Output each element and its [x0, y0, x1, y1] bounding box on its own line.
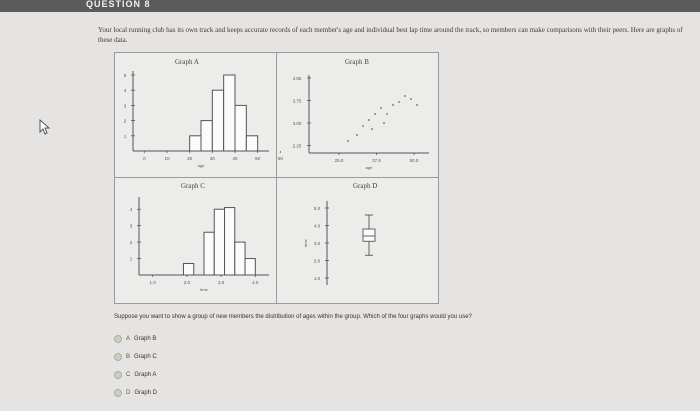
- radio-button[interactable]: [114, 371, 122, 379]
- y-tick-label: 4.50: [292, 76, 302, 81]
- box-iqr: [363, 229, 375, 241]
- option-label: Graph A: [134, 372, 157, 378]
- histogram-bar: [224, 75, 235, 151]
- y-tick-label: 1: [129, 256, 133, 262]
- histogram-bar: [190, 136, 201, 151]
- option-letter: D: [126, 390, 131, 396]
- y-tick-label: 5.0: [313, 206, 321, 211]
- scatter-point: [368, 119, 370, 121]
- x-tick-label: 0: [143, 156, 146, 161]
- y-tick-label: 2: [123, 118, 127, 124]
- y-tick-label: 3: [123, 103, 127, 109]
- y-tick-label: 3.00: [292, 121, 302, 126]
- histogram-bar: [204, 232, 214, 275]
- histogram-bar: [183, 263, 193, 275]
- x-tick-label: 37.5: [372, 158, 381, 163]
- x-axis-title: time: [200, 287, 208, 292]
- y-tick-label: 1: [123, 133, 127, 139]
- y-tick-label: 2.0: [313, 258, 321, 264]
- x-axis-title: age: [365, 165, 373, 170]
- scatter-point: [410, 98, 412, 100]
- x-tick-label: 1.0: [149, 280, 156, 285]
- histogram-bar: [235, 105, 246, 151]
- scatter-point: [371, 128, 373, 130]
- y-tick-label: 2: [129, 240, 133, 246]
- x-tick-label: 50.0: [409, 158, 419, 163]
- scatter-point: [392, 104, 394, 106]
- graph-b-scatterplot: [279, 67, 435, 175]
- scatter-point: [362, 125, 364, 127]
- option-label: Graph C: [134, 354, 157, 360]
- scatter-point: [386, 113, 388, 115]
- option-letter: C: [126, 372, 131, 378]
- graph-b-title: Graph B: [345, 58, 369, 66]
- panel-divider-vertical: [276, 53, 277, 303]
- histogram-bar: [225, 208, 235, 275]
- scatter-point: [380, 107, 382, 109]
- scatter-point: [416, 104, 418, 106]
- option-label: Graph D: [134, 390, 158, 396]
- graphs-panel: [114, 52, 439, 304]
- scatter-point: [398, 101, 400, 103]
- question-text: Suppose you want to show a group of new members the distribution of ages within the group. Which of the four graphs would you use?: [114, 314, 472, 320]
- option-letter: B: [126, 354, 131, 360]
- y-tick-label: 3.0: [313, 241, 321, 246]
- question-label: QUESTION 8: [86, 0, 151, 9]
- scatter-point: [383, 122, 385, 124]
- x-tick-label: 30: [209, 156, 215, 161]
- histogram-bar: [235, 242, 245, 275]
- y-tick-label: 2.25: [292, 143, 302, 149]
- mouse-cursor-icon: [38, 119, 52, 135]
- x-tick-label: 10: [164, 156, 170, 161]
- histogram-bar: [245, 259, 255, 275]
- option-c[interactable]: [114, 369, 156, 381]
- radio-button[interactable]: [114, 389, 122, 397]
- radio-button[interactable]: [114, 353, 122, 361]
- graph-c-histogram: [119, 193, 273, 301]
- graph-d-boxplot: [279, 193, 435, 301]
- option-label: Graph B: [134, 336, 157, 342]
- y-tick-label: 4: [123, 88, 127, 94]
- graph-d-title: Graph D: [353, 182, 378, 190]
- option-d[interactable]: [114, 387, 157, 399]
- x-tick-label: 3.0: [217, 280, 225, 285]
- panel-divider-horizontal: [115, 177, 438, 178]
- scatter-point: [404, 95, 406, 97]
- x-tick-label: 40: [232, 156, 238, 161]
- histogram-bar: [212, 90, 223, 151]
- y-axis-title: time: [303, 239, 308, 247]
- graph-a-title: Graph A: [175, 58, 199, 66]
- y-tick-label: 5: [123, 73, 127, 78]
- y-tick-label: 3: [129, 223, 133, 229]
- radio-button[interactable]: [114, 335, 122, 343]
- y-tick-label: 1.0: [313, 276, 321, 281]
- x-tick-label: 2.0: [183, 280, 191, 285]
- histogram-bar: [214, 209, 224, 275]
- option-b[interactable]: [114, 351, 157, 363]
- x-tick-label: 4.0: [252, 280, 259, 285]
- option-letter: A: [126, 336, 131, 342]
- x-axis-title: age: [197, 163, 205, 168]
- scatter-point: [347, 140, 349, 142]
- x-tick-label: 25.0: [334, 158, 344, 163]
- graph-a-histogram: [119, 67, 283, 175]
- histogram-bar: [246, 136, 257, 151]
- question-header: [0, 0, 700, 12]
- y-tick-label: 3.75: [292, 98, 302, 104]
- x-tick-label: 50: [255, 156, 261, 161]
- x-tick-label: 60: [277, 156, 283, 161]
- y-tick-label: 4.0: [313, 223, 321, 229]
- histogram-bar: [201, 121, 212, 151]
- scatter-point: [374, 113, 376, 115]
- graph-c-title: Graph C: [181, 182, 205, 190]
- question-prompt: Your local running club has its own track and keeps accurate records of each member's age and individual best lap time around the track, so members can make comparisons with their peers. Here are graphs of these data.: [98, 26, 683, 44]
- scatter-point: [356, 134, 358, 136]
- x-tick-label: 20: [187, 156, 193, 161]
- y-tick-label: 4: [129, 207, 133, 213]
- option-a[interactable]: [114, 333, 156, 345]
